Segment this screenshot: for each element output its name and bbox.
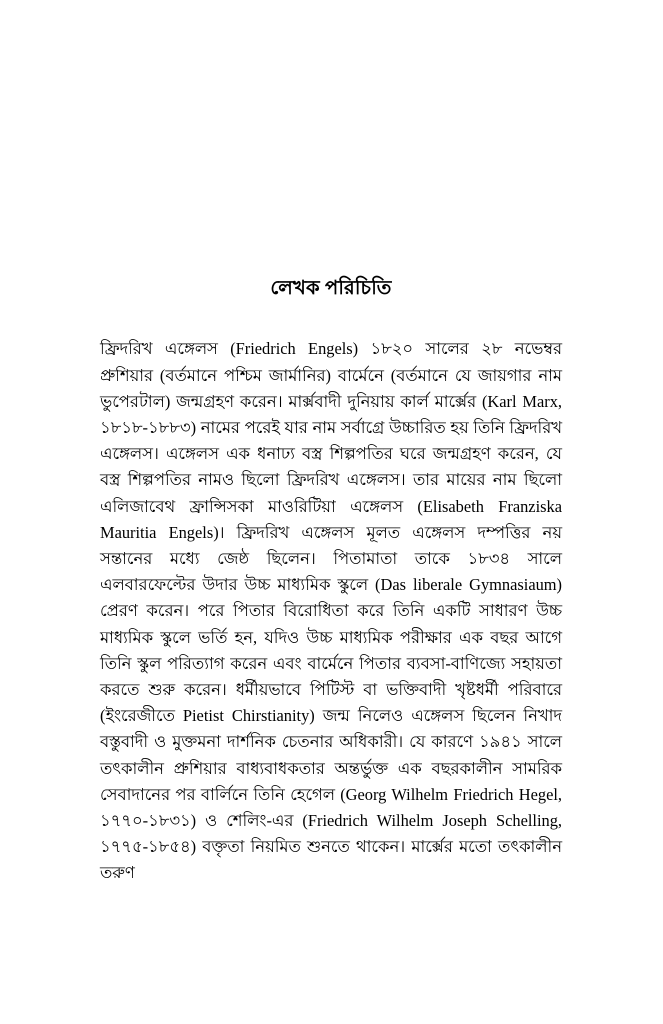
page-title: লেখক পরিচিতি — [270, 278, 392, 299]
text-column — [100, 276, 562, 887]
body-paragraph: ফ্রিদরিখ এঙ্গেলস (Friedrich Engels) ১৮২০ সালের ২৮ নভেম্বর প্রুশিয়ার (বর্তমানে পশ্চিম জার্মানির) বার্মেনে (বর্তমানে যে জায়গার নাম ভুপেরটাল) জন্মগ্রহণ করেন। মার্ক্সবাদী দুনিয়ায় কার্ল মার্ক্সের (Karl Marx, ১৮১৮-১৮৮৩) নামের পরেই যার নাম সর্বাগ্রে উচ্চারিত হয় তিনি ফ্রিদরিখ এঙ্গেলস। এঙ্গেলস এক ধনাঢ্য বস্ত্র শিল্পপতির ঘরে জন্মগ্রহণ করেন, যে বস্ত্র শিল্পপতির নামও ছিলো ফ্রিদরিখ এঙ্গেলস। তার মায়ের নাম ছিলো এলিজাবেথ ফ্রান্সিসকা মাওরিটিয়া এঙ্গেলস (Elisabeth Franziska Mauritia Engels)। ফ্রিদরিখ এঙ্গেলস মূলত এঙ্গেলস দম্পত্তির নয় সন্তানের মধ্যে জেষ্ঠ ছিলেন। পিতামাতা তাকে ১৮৩৪ সালে এলবারফেল্টের উদার উচ্চ মাধ্যমিক স্কুলে (Das liberale Gymnasiaum) প্রেরণ করেন। পরে পিতার বিরোধিতা করে তিনি একটি সাধারণ উচ্চ মাধ্যমিক স্কুলে ভর্তি হন, যদিও উচ্চ মাধ্যমিক পরীক্ষার এক বছর আগে তিনি স্কুল পরিত্যাগ করেন এবং বার্মেনে পিতার ব্যবসা-বাণিজ্যে সহায়তা করতে শুরু করেন। ধর্মীয়ভাবে পিটিস্ট বা ভক্তিবাদী খৃষ্টধর্মী পরিবারে (ইংরেজীতে Pietist Chirstianity) জন্ম নিলেও এঙ্গেলস ছিলেন নিখাদ বস্তুবাদী ও মুক্তমনা দার্শনিক চেতনার অধিকারী। যে কারণে ১৯৪১ সালে তৎকালীন প্রুশিয়ার বাধ্যবাধকতার অন্তর্ভুক্ত এক বছরকালীন সামরিক সেবাদানের পর বার্লিনে তিনি হেগেল (Georg Wilhelm Friedrich Hegel, ১৭৭০-১৮৩১) ও শেলিং-এর (Friedrich Wilhelm Joseph Schelling, ১৭৭৫-১৮৫৪) বক্তৃতা নিয়মিত শুনতে থাকেন। মার্ক্সের মতো তৎকালীন তরুণ — [100, 339, 562, 883]
